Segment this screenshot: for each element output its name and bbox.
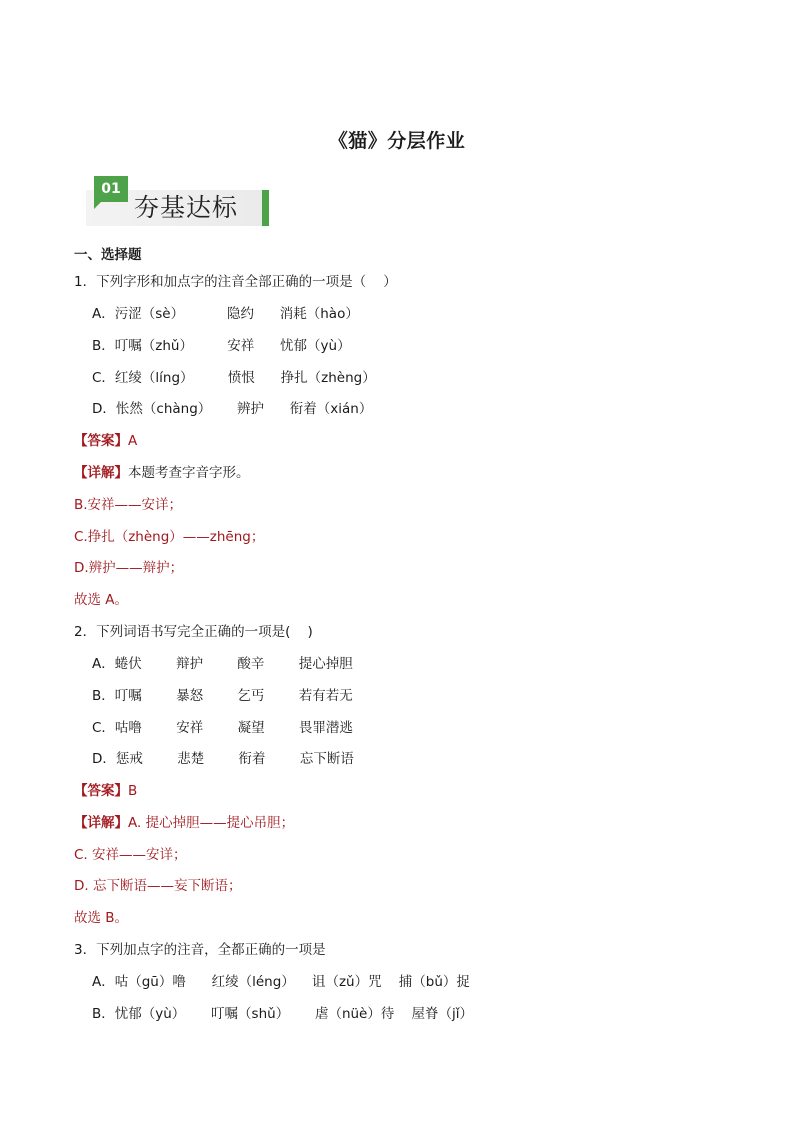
q1-conclusion: 故选 A。	[74, 592, 129, 608]
q1-option-b: B．叮嘱（zhǔ） 安祥 忧郁（yù）	[92, 338, 351, 354]
q1-stem: 1．下列字形和加点字的注音全部正确的一项是（ ）	[74, 274, 397, 290]
q2-option-d: D．惩戒 悲楚 衔着 忘下断语	[92, 751, 354, 767]
q2-conclusion: 故选 B。	[74, 910, 129, 926]
q1-note-b: B.安祥——安详；	[74, 497, 183, 513]
detail-tag: 【详解】	[74, 465, 128, 481]
q2-option-a: A．蜷伏 辩护 酸辛 提心掉胆	[92, 656, 353, 672]
q1-note-d: D.辨护——辩护；	[74, 560, 184, 576]
badge-tail	[94, 202, 101, 209]
q1-detail	[74, 464, 250, 482]
q2-note-d: D. 忘下断语——妄下断语；	[74, 878, 242, 894]
detail-text: 本题考查字音字形。	[128, 465, 250, 481]
banner-accent-bar	[262, 190, 269, 226]
q3-option-b: B．忧郁（yù） 叮嘱（shǔ） 虐（nüè）待 屋脊（jǐ）	[92, 1006, 474, 1022]
q2-detail	[74, 814, 294, 832]
part-heading: 一、选择题	[74, 247, 142, 263]
q1-option-a: A．污涩（sè） 隐约 消耗（hào）	[92, 306, 359, 322]
section-label: 夯基达标	[134, 193, 239, 222]
q1-option-c: C．红绫（líng） 愤恨 挣扎（zhèng）	[92, 370, 376, 386]
answer-tag: 【答案】	[74, 783, 128, 799]
answer-value: A	[128, 433, 138, 449]
section-number-badge: 01	[94, 176, 128, 202]
section-banner	[86, 176, 272, 228]
q1-note-c: C.挣扎（zhèng）——zhēng；	[74, 529, 265, 545]
q1-answer	[74, 432, 137, 450]
q3-stem: 3．下列加点字的注音，全都正确的一项是	[74, 942, 326, 958]
q2-option-c: C．咕噜 安祥 凝望 畏罪潜逃	[92, 720, 353, 736]
q3-option-a: A．咕（gū）噜 红绫（léng） 诅（zǔ）咒 捕（bǔ）捉	[92, 974, 470, 990]
detail-text: A. 提心掉胆——提心吊胆；	[128, 815, 295, 831]
q2-option-b: B．叮嘱 暴怒 乞丐 若有若无	[92, 688, 353, 704]
detail-tag: 【详解】	[74, 815, 128, 831]
answer-value: B	[128, 783, 138, 799]
page-title: 《猫》分层作业	[328, 130, 466, 152]
answer-tag: 【答案】	[74, 433, 128, 449]
q2-stem: 2．下列词语书写完全正确的一项是( )	[74, 624, 313, 640]
q2-note-c: C. 安祥——安详；	[74, 847, 187, 863]
q2-answer	[74, 782, 137, 800]
q1-option-d: D．怅然（chàng） 辨护 衔着（xián）	[92, 401, 373, 417]
